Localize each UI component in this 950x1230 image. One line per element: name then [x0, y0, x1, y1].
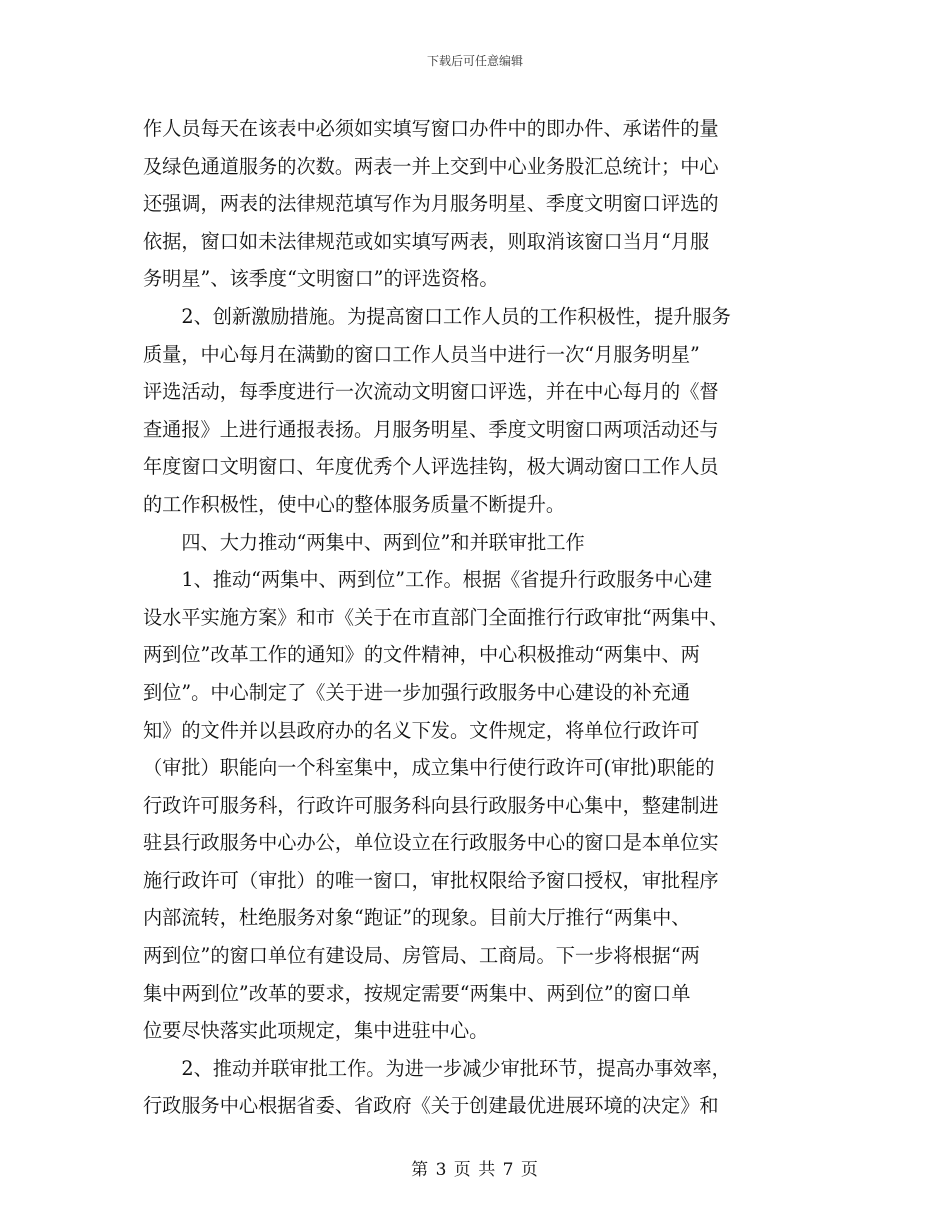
text-line: 两到位”的窗口单位有建设局、房管局、工商局。下一步将根据“两 [143, 944, 700, 968]
text-line: 位要尽快落实此项规定，集中进驻中心。 [143, 1019, 489, 1043]
text-line: 作人员每天在该表中必须如实填写窗口办件中的即办件、承诺件的量 [143, 117, 719, 140]
text-line: 年度窗口文明窗口、年度优秀个人评选挂钩，极大调动窗口工作人员 [143, 455, 719, 479]
text-line: 行政服务中心根据省委、省政府《关于创建最优进展环境的决定》和 [143, 1094, 719, 1118]
text-line: 两到位”改革工作的通知》的文件精神，中心积极推动“两集中、两 [143, 643, 700, 667]
text-line: 内部流转，杜绝服务对象“跑证”的现象。目前大厅推行“两集中、 [143, 906, 691, 930]
text-line: 2、推动并联审批工作。为进一步减少审批环节，提高办事效率， [143, 1056, 731, 1080]
text-line: 依据，窗口如未法律规范或如实填写两表，则取消该窗口当月“月服 [143, 229, 710, 253]
text-line: 集中两到位”改革的要求，按规定需要“两集中、两到位”的窗口单 [143, 981, 691, 1005]
text-line: 行政许可服务科，行政许可服务科向县行政服务中心集中，整建制进 [143, 793, 719, 817]
text-line: 到位”。中心制定了《关于进一步加强行政服务中心建设的补充通 [143, 680, 691, 704]
text-line: 的工作积极性，使中心的整体服务质量不断提升。 [143, 492, 566, 516]
text-line: 务明星”、该季度“文明窗口”的评选资格。 [143, 267, 499, 291]
text-line: 设水平实施方案》和市《关于在市直部门全面推行行政审批“两集中、 [143, 605, 729, 629]
text-line: 知》的文件并以县政府办的名义下发。文件规定，将单位行政许可 [143, 718, 700, 742]
text-line: 评选活动，每季度进行一次流动文明窗口评选，并在中心每月的《督 [143, 380, 719, 404]
page-header: 下载后可任意编辑 [426, 54, 523, 68]
section-heading: 四、大力推动“两集中、两到位”和并联审批工作 [143, 530, 585, 554]
text-line: （审批）职能向一个科室集中，成立集中行使行政许可(审批)职能的 [143, 756, 715, 780]
text-line: 1、推动“两集中、两到位”工作。根据《省提升行政服务中心建 [143, 568, 713, 592]
text-line: 驻县行政服务中心办公，单位设立在行政服务中心的窗口是本单位实 [143, 831, 719, 855]
text-line: 质量，中心每月在满勤的窗口工作人员当中进行一次“月服务明星” [143, 342, 700, 366]
page-number-footer: 第 3 页 共 7 页 [411, 1160, 539, 1180]
text-line: 还强调，两表的法律规范填写作为月服务明星、季度文明窗口评选的 [143, 192, 719, 216]
text-line: 及绿色通道服务的次数。两表一并上交到中心业务股汇总统计；中心 [143, 154, 719, 178]
document-body [143, 110, 813, 1125]
text-line: 查通报》上进行通报表扬。月服务明星、季度文明窗口两项活动还与 [143, 417, 719, 441]
text-line: 2、创新激励措施。为提高窗口工作人员的工作积极性，提升服务 [143, 304, 731, 328]
text-line: 施行政许可（审批）的唯一窗口，审批权限给予窗口授权，审批程序 [143, 868, 719, 892]
